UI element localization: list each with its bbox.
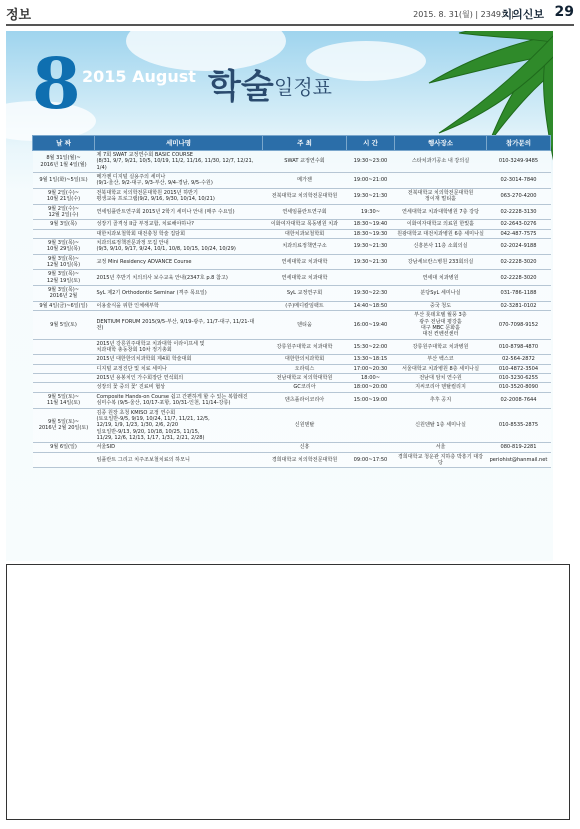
row-host: 대한치과보철학회 bbox=[263, 229, 347, 238]
row-seminar: 성장의 꽃 중의 꽃' 진료비 협상 bbox=[95, 383, 263, 392]
row-contact: 02-2024-9188 bbox=[487, 238, 551, 254]
row-contact: 02-564-2872 bbox=[487, 355, 551, 364]
row-host: 덴티움 bbox=[263, 311, 347, 339]
table-row bbox=[33, 173, 551, 189]
row-seminar: 2015년 후반기 치의의사 보수교육 안내(2347호 p.8 참고) bbox=[95, 270, 263, 286]
table-row bbox=[33, 254, 551, 270]
row-contact: 063-270-4200 bbox=[487, 188, 551, 204]
issue-date: 2015. 8. 31(월) | 2349호 | bbox=[413, 10, 514, 19]
row-venue: 서울대학교 치과병원 8층 세미나실 bbox=[395, 364, 487, 373]
row-date bbox=[33, 229, 95, 238]
row-time: 19:30~ bbox=[347, 204, 395, 220]
row-time: 19:00~21:00 bbox=[347, 173, 395, 189]
table-row bbox=[33, 339, 551, 355]
row-time bbox=[347, 408, 395, 443]
row-seminar: DENTIUM FORUM 2015(9/5-부산, 9/19-광주, 11/7-대구, 11/21-대전) bbox=[95, 311, 263, 339]
page-header bbox=[6, 4, 574, 26]
row-host: 신원덴탈 bbox=[263, 408, 347, 443]
row-host: 연세임플란트연구회 bbox=[263, 204, 347, 220]
row-seminar: SyL 제2기 Orthodontic Seminar (격주 목요일) bbox=[95, 286, 263, 302]
table-row bbox=[33, 286, 551, 302]
table-row bbox=[33, 220, 551, 229]
row-host: 전남대학교 치의학대학원 bbox=[263, 374, 347, 383]
poster-subtitle: 일정표 bbox=[274, 75, 332, 99]
row-contact: 010-8535-2875 bbox=[487, 408, 551, 443]
year-month-label: 2015 August bbox=[82, 67, 196, 86]
poster-title: 학술 bbox=[208, 67, 274, 107]
row-date: 9월 5일(토)~ 11월 14일(토) bbox=[33, 392, 95, 408]
row-seminar: 전북대학교 치의학전문대학원 2015년 하반기 평생교육 프로그램(9/2, 9/16, 9/30, 10/14, 10/21) bbox=[95, 188, 263, 204]
month-number: 8 bbox=[32, 42, 81, 125]
table-row bbox=[33, 392, 551, 408]
row-host: SyL 교정연구회 bbox=[263, 286, 347, 302]
table-row bbox=[33, 204, 551, 220]
row-seminar: 치과의료정책전문과정 모집 안내 (9/3, 9/10, 9/17, 9/24, 10/1, 10/8, 10/15, 10/24, 10/29) bbox=[95, 238, 263, 254]
table-row bbox=[33, 364, 551, 373]
row-date: 9월 2일(수)~ 12월 2일(수) bbox=[33, 204, 95, 220]
row-venue: 경희대학교 청운관 지하층 박흥기 대강당 bbox=[395, 452, 487, 468]
table-row bbox=[33, 355, 551, 364]
row-host: 이화여자대학교 목동병원 치과 bbox=[263, 220, 347, 229]
row-contact: 02-2643-0276 bbox=[487, 220, 551, 229]
row-time: 18:30~19:40 bbox=[347, 220, 395, 229]
row-venue: 강릉원주대학교 치과병원 bbox=[395, 339, 487, 355]
row-date: 9월 3일(목)~ 2016년 2월 bbox=[33, 286, 95, 302]
table-row bbox=[33, 452, 551, 468]
row-venue: 지씨코리아 덴탈컬리지 bbox=[395, 383, 487, 392]
row-seminar: 2015년 강릉원주대학교 치과대학 이라이프세 및 치과대학 총동창회 10차 정기총회 bbox=[95, 339, 263, 355]
row-contact: 070-7098-9152 bbox=[487, 311, 551, 339]
row-contact: 010-8798-4870 bbox=[487, 339, 551, 355]
row-contact: 031-786-1188 bbox=[487, 286, 551, 302]
newspaper-name: 치의신보 bbox=[501, 8, 544, 21]
table-row bbox=[33, 374, 551, 383]
row-venue: 추후 공지 bbox=[395, 392, 487, 408]
row-contact: 010-3249-9485 bbox=[487, 151, 551, 173]
row-host: 강릉원주대학교 치과대학 bbox=[263, 339, 347, 355]
row-date: 9월 3일(목)~ 12월 10일(목) bbox=[33, 254, 95, 270]
row-host: 덴츠플라이코리아 bbox=[263, 392, 347, 408]
row-host: GC코리아 bbox=[263, 383, 347, 392]
row-host: 치과의료정책연구소 bbox=[263, 238, 347, 254]
row-time: 17:00~20:30 bbox=[347, 364, 395, 373]
row-host: 신흥 bbox=[263, 443, 347, 452]
table-row bbox=[33, 443, 551, 452]
row-seminar: 메가젠 디지털 실용주의 세미나 (9/1-울산, 9/2-대구, 9/3-부산, 9/4-경남, 9/5-수원) bbox=[95, 173, 263, 189]
row-seminar: 제 7회 SWAT 교정연수회 BASIC COURSE (8/31, 9/7, 9/21, 10/5, 10/19, 11/2, 11/16, 11/30, 12/7, 12/21, 1/4) bbox=[95, 151, 263, 173]
table-row bbox=[33, 238, 551, 254]
row-contact: periohist@hanmail.net bbox=[487, 452, 551, 468]
row-seminar: 연세임플란트연구회 2015년 2학기 세미나 안내 (매주 수요일) bbox=[95, 204, 263, 220]
table-row bbox=[33, 383, 551, 392]
row-seminar: Composite Hands-on Course 쉽고 간편하게 할 수 있는 복합레진 심미수복 (9/5-울산, 10/17-포항, 10/31-인천, 11/14-강릉) bbox=[95, 392, 263, 408]
row-time: 19:30~23:00 bbox=[347, 151, 395, 173]
row-date: 9월 1일(화)~5일(토) bbox=[33, 173, 95, 189]
column-header-time: 시 간 bbox=[347, 136, 395, 151]
row-contact: 042-487-7575 bbox=[487, 229, 551, 238]
row-date: 9월 4일(금)~6일(일) bbox=[33, 301, 95, 310]
row-seminar: 교정 Mini Residency ADVANCE Course bbox=[95, 254, 263, 270]
row-host: (주)메디칼임팩트 bbox=[263, 301, 347, 310]
table-row bbox=[33, 229, 551, 238]
row-host: 경희대학교 치의학전문대학원 bbox=[263, 452, 347, 468]
row-time: 19:30~22:30 bbox=[347, 286, 395, 302]
page-number: 29 bbox=[554, 4, 574, 20]
row-time: 13:30~18:15 bbox=[347, 355, 395, 364]
row-contact: 010-3230-6255 bbox=[487, 374, 551, 383]
row-contact: 02-3014-7840 bbox=[487, 173, 551, 189]
row-time: 19:30~21:30 bbox=[347, 238, 395, 254]
row-host: 오라픽스 bbox=[263, 364, 347, 373]
row-contact: 02-3281-0102 bbox=[487, 301, 551, 310]
schedule-poster bbox=[6, 31, 553, 561]
row-venue: 연세대학교 치과대학병원 7층 강당 bbox=[395, 204, 487, 220]
row-date: 9월 5일(토)~ 2016년 2월 20일(토) bbox=[33, 408, 95, 443]
row-time: 19:30~21:30 bbox=[347, 254, 395, 270]
row-date bbox=[33, 364, 95, 373]
section-label: 정보 bbox=[6, 8, 32, 23]
column-header-contact: 참가문의 bbox=[487, 136, 551, 151]
column-header-host: 주 최 bbox=[263, 136, 347, 151]
table-row bbox=[33, 151, 551, 173]
row-seminar: 대한치과보철학회 대전충청 학술 집담회 bbox=[95, 229, 263, 238]
row-contact: 080-819-2281 bbox=[487, 443, 551, 452]
row-venue: 서울 bbox=[395, 443, 487, 452]
table-row bbox=[33, 270, 551, 286]
row-host: SWAT 교정연수회 bbox=[263, 151, 347, 173]
row-time: 15:00~19:00 bbox=[347, 392, 395, 408]
row-time: 18:00~20:00 bbox=[347, 383, 395, 392]
row-venue: 강남세브란스병원 233회의실 bbox=[395, 254, 487, 270]
table-row bbox=[33, 188, 551, 204]
row-seminar: 서울SID bbox=[95, 443, 263, 452]
row-time: 18:30~19:30 bbox=[347, 229, 395, 238]
row-seminar: 임플란트 그리고 치주조보철치료의 하모니 bbox=[95, 452, 263, 468]
row-time: 19:30~21:30 bbox=[347, 188, 395, 204]
blank-ad-box bbox=[6, 564, 570, 820]
row-seminar: 이용술식을 위한 인체해부학 bbox=[95, 301, 263, 310]
row-time: 15:30~22:00 bbox=[347, 339, 395, 355]
row-seminar: 성장기 골격성 II급 부정교합, 치료해야하나? bbox=[95, 220, 263, 229]
row-seminar: 2015년 대한한의치과학회 제4회 학술대회 bbox=[95, 355, 263, 364]
table-row bbox=[33, 408, 551, 443]
row-date bbox=[33, 383, 95, 392]
row-host: 전북대학교 치의학전문대학원 bbox=[263, 188, 347, 204]
row-date: 9월 3일(목)~ 12월 19일(토) bbox=[33, 270, 95, 286]
row-venue: 전남대 암치 연수원 bbox=[395, 374, 487, 383]
row-time bbox=[347, 443, 395, 452]
row-time: 18:00~ bbox=[347, 374, 395, 383]
row-venue: 연세대 치과병원 bbox=[395, 270, 487, 286]
row-host: 연세대학교 치과대학 bbox=[263, 254, 347, 270]
row-contact: 02-2228-3020 bbox=[487, 254, 551, 270]
row-venue: 전북대학교 치의학전문대학원 정이재 멀티홀 bbox=[395, 188, 487, 204]
row-seminar: 2015년 용봉치인 가수회장단 연석회의 bbox=[95, 374, 263, 383]
row-date: 9월 3일(목) bbox=[33, 220, 95, 229]
row-venue: 부산 롯데호텔 월풍 3층 광주 전남대 평강홀 대구 MBC 문화홀 대전 컨벤션센터 bbox=[395, 311, 487, 339]
row-host: 연세대학교 치과대학 bbox=[263, 270, 347, 286]
row-venue: 신원덴탈 1층 세미나실 bbox=[395, 408, 487, 443]
row-date bbox=[33, 339, 95, 355]
row-venue: 부산 벡스코 bbox=[395, 355, 487, 364]
table-header-row bbox=[33, 136, 551, 151]
row-date bbox=[33, 374, 95, 383]
row-seminar: 디지털 교정진단 및 치료 세미나 bbox=[95, 364, 263, 373]
row-contact: 02-2228-3130 bbox=[487, 204, 551, 220]
row-contact: 02-2228-3020 bbox=[487, 270, 551, 286]
row-host: 메가젠 bbox=[263, 173, 347, 189]
row-time: 09:00~17:50 bbox=[347, 452, 395, 468]
row-date: 9월 6일(일) bbox=[33, 443, 95, 452]
row-seminar: 김종 원장 초청 KMISO 교정 연수회 (토요일반-9/5, 9/19, 10/24, 11/7, 11/21, 12/5, 12/19, 1/9, 1/23, 1/30, 2/6, 2/20 일요일반-9/13, 9/20, 10/18, 10/25, 11/15, 11/29, 12/6, 12/13, 1/17, 1/31, 2/21, 2/28) bbox=[95, 408, 263, 443]
row-date: 9월 3일(목)~ 10월 29일(목) bbox=[33, 238, 95, 254]
row-date: 8월 31일(월)~ 2016년 1월 4일(월) bbox=[33, 151, 95, 173]
row-contact: 010-3520-8090 bbox=[487, 383, 551, 392]
row-venue: 신흥본사 11층 소회의실 bbox=[395, 238, 487, 254]
row-time: 14:40~18:50 bbox=[347, 301, 395, 310]
row-date bbox=[33, 355, 95, 364]
row-time bbox=[347, 270, 395, 286]
row-date: 9월 2일(수)~ 10월 21일(수) bbox=[33, 188, 95, 204]
row-venue: 분당SyL 세미나실 bbox=[395, 286, 487, 302]
row-venue: 원광대학교 대전치과병원 6층 세미나실 bbox=[395, 229, 487, 238]
row-venue: 이화여자대학교 의료원 한빛홀 bbox=[395, 220, 487, 229]
column-header-seminar: 세미나명 bbox=[95, 136, 263, 151]
row-venue bbox=[395, 173, 487, 189]
row-date bbox=[33, 452, 95, 468]
row-host: 대한한의치과학회 bbox=[263, 355, 347, 364]
table-row bbox=[33, 301, 551, 310]
row-venue: 중국 청도 bbox=[395, 301, 487, 310]
row-contact: 010-4872-3504 bbox=[487, 364, 551, 373]
row-contact: 02-2008-7644 bbox=[487, 392, 551, 408]
seminar-table bbox=[32, 135, 551, 468]
table-row bbox=[33, 311, 551, 339]
row-time: 16:00~19:40 bbox=[347, 311, 395, 339]
column-header-venue: 행사장소 bbox=[395, 136, 487, 151]
column-header-date: 날 짜 bbox=[33, 136, 95, 151]
row-venue: 스타치과기공소 내 강의실 bbox=[395, 151, 487, 173]
row-date: 9월 5일(토) bbox=[33, 311, 95, 339]
